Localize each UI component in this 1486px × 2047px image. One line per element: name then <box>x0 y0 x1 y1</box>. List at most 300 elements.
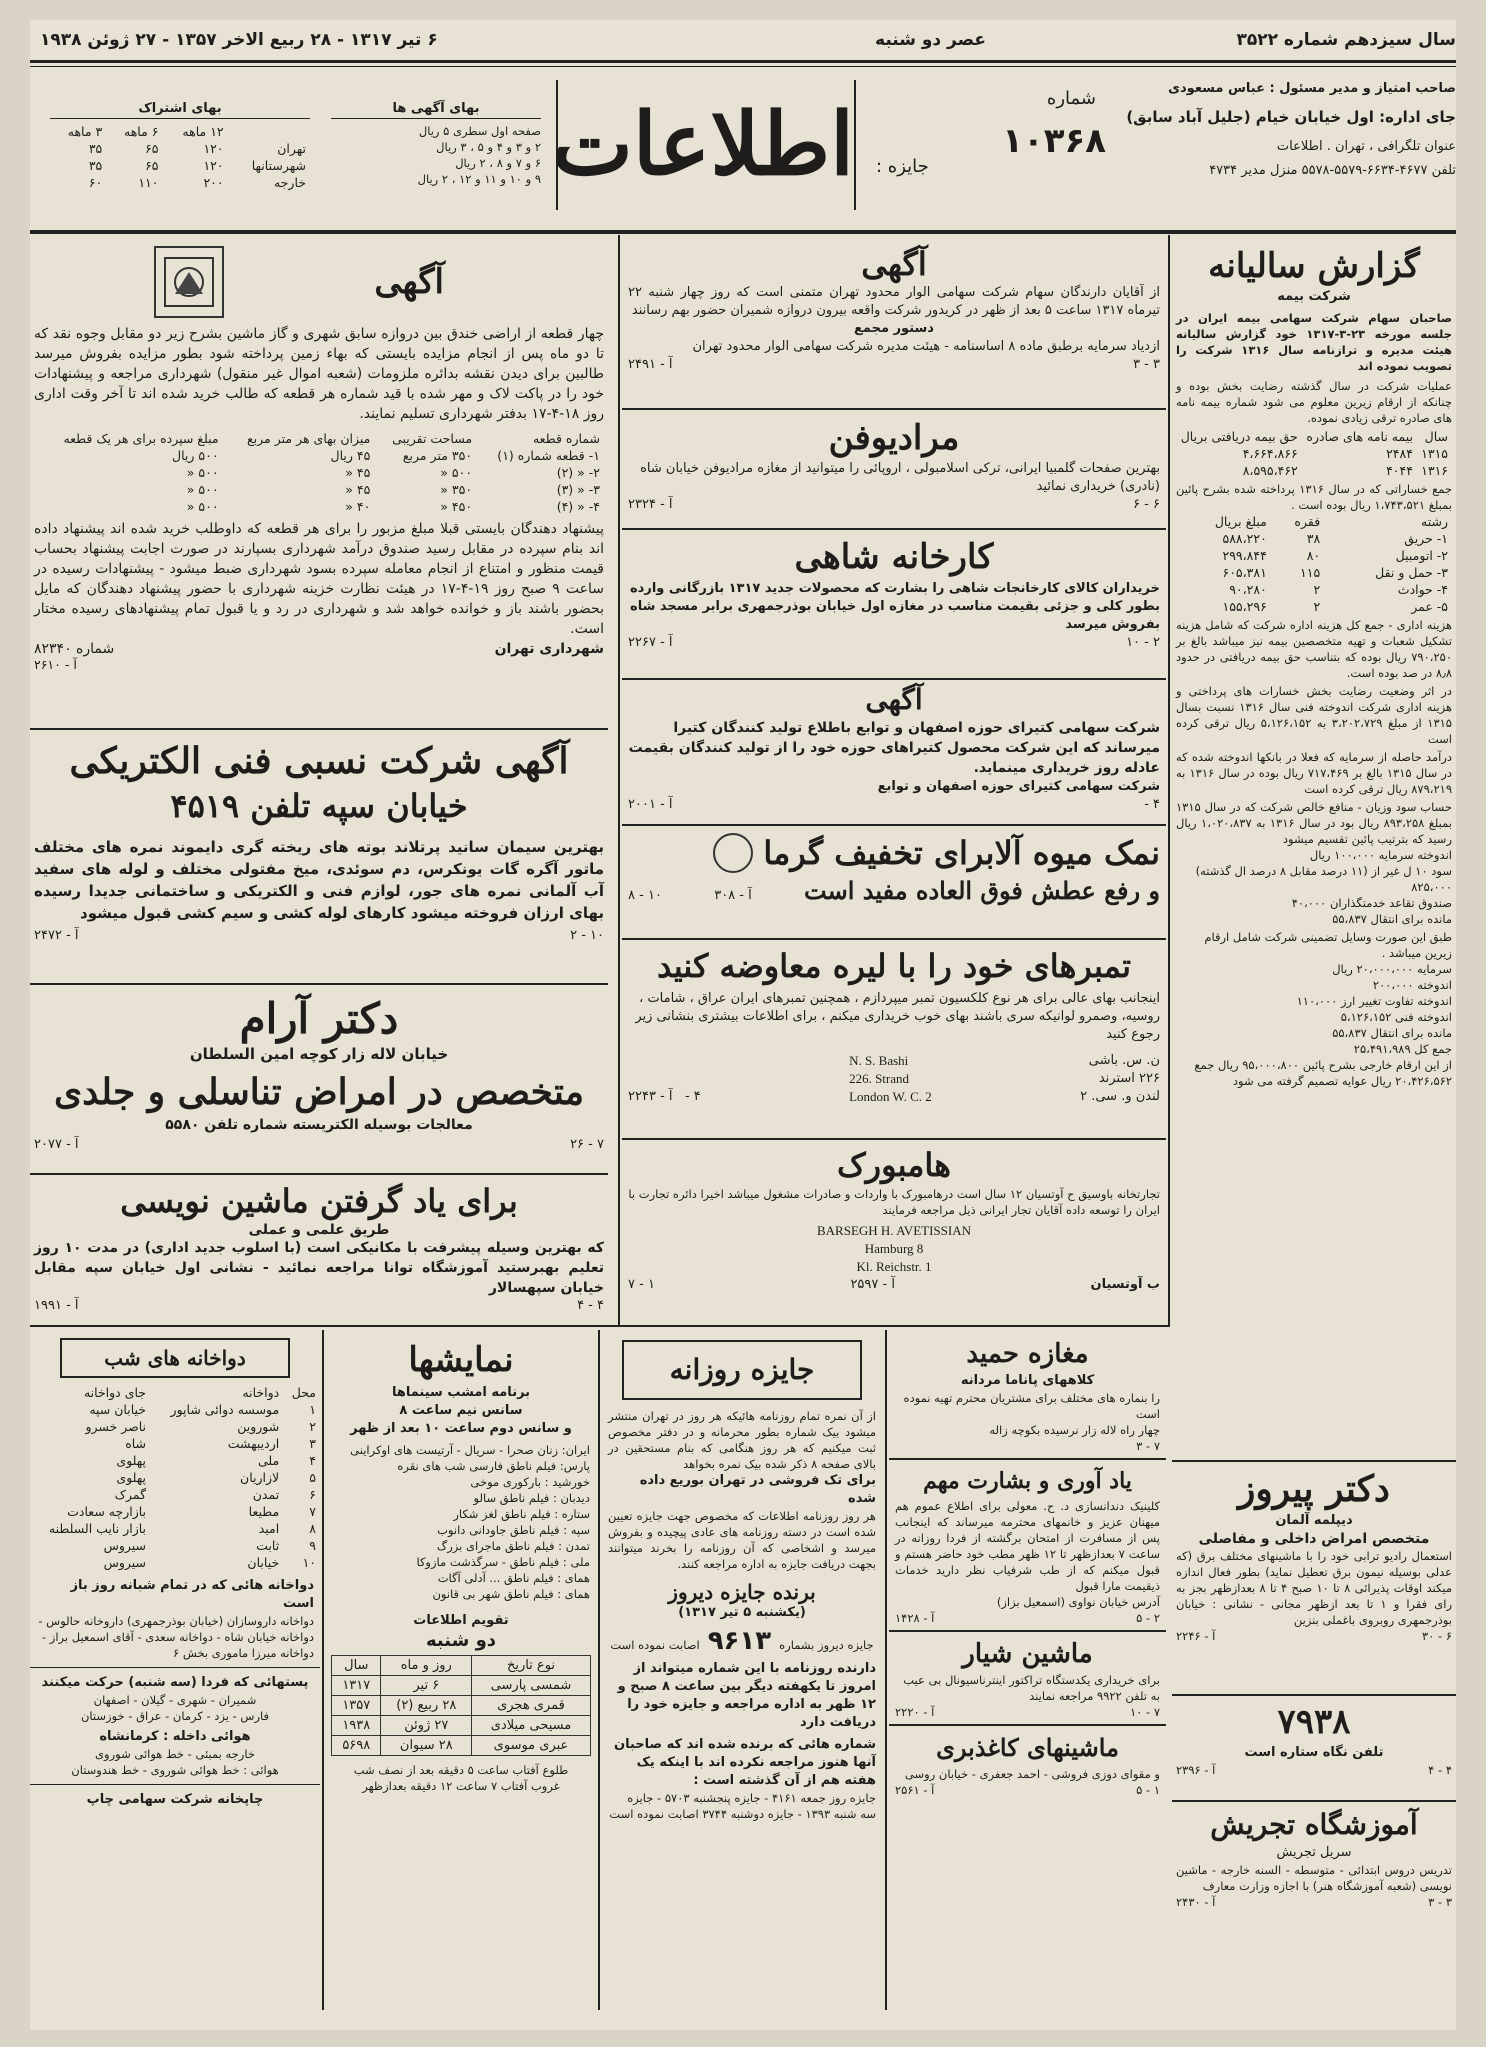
text-left-col-electric-subtitle: خیابان سپه تلفن ۴۵۱۹ <box>170 787 468 825</box>
text-bottom-memory-code2: ۲ - ۵ <box>1136 1611 1160 1625</box>
text-mid-col-stamps-addr-en-2: London W. C. 2 <box>849 1089 932 1104</box>
text-right-col-report-subtitle: شرکت بیمه <box>1277 289 1351 304</box>
text-left-col-municipal-rows-3-3: ۵۰۰ « <box>186 499 219 514</box>
text-right-col-report-table1-rows-0-1: ۲۴۸۴ <box>1386 446 1413 461</box>
text-masthead-ads-price-rows-3: ۹ و ۱۰ و ۱۱ و ۱۲ ، ۲ ریال <box>417 172 541 186</box>
text-bottom-prize-winner-title: برنده جایزه دیروز <box>668 1580 816 1604</box>
text-bottom-shows-items-2: خورشید : بارکوری موخی <box>470 1475 590 1489</box>
ads-price-box <box>331 100 541 187</box>
hamid-shop-ad <box>889 1332 1166 1458</box>
text-bottom-shows-cal-rows-3-1: ۲۸ سیوان <box>381 1736 472 1756</box>
text-right-col-pirooz-title: دیپلمه آلمان <box>1275 1513 1353 1528</box>
text-mid-col-hamburg-title: هامبورک <box>836 1146 952 1184</box>
text-bottom-memory-title: یاد آوری و بشارت مهم <box>923 1468 1132 1494</box>
text-right-col-pirooz-code2: ۶ - ۳۰ <box>1421 1629 1452 1643</box>
text-right-col-phone-code: آ - ۲۳۹۶ <box>1176 1763 1216 1777</box>
text-bottom-shows-line1: سانس نیم ساعت ۸ <box>399 1403 523 1418</box>
text-mid-col-isfahan-text: شرکت سهامی کتیرای حوزه اصفهان و توابع باطلاع تولید کنندگان کتیرا میرساند که این شرکت محصول کتیراهای حوزه خود را از تولید کنندگان بقیمت عادله روز خریداری مینماید. <box>628 720 1160 776</box>
text-right-col-report-table2-rows-0-2: ۵۸۸،۲۲۰ <box>1222 531 1267 546</box>
text-masthead-ads-price-title: بهای آگهی ها <box>331 100 541 119</box>
text-right-col-report-table2-rows-1-0: ۲- اتومبیل <box>1395 548 1448 563</box>
text-bottom-shiar-title: ماشین شیار <box>962 1639 1093 1669</box>
text-masthead-owner: صاحب امتیاز و مدیر مسئول : عباس مسعودی <box>1168 81 1456 96</box>
text-bottom-pharmacy-rows-6-1: مطیعا <box>248 1504 280 1519</box>
masthead-rule <box>30 230 1456 234</box>
text-right-col-report-table2-rows-3-0: ۴- حوادث <box>1397 582 1448 597</box>
text-masthead-subs-rows-2-3: ۶۰ <box>88 175 103 190</box>
text-bottom-prize-body: هر روز روزنامه اطلاعات که مخصوص جهت جایزه تعیین شده است در دسته روزنامه های عادی پیچیده و بفروش میرسد و اشخاصی که آن روزنامه را بخرند میتوانند بجهت دریافت جایزه به اداره مراجعه کنند. <box>608 1509 876 1571</box>
text-bottom-pharmacy-rows-3-0: ۴ <box>309 1453 316 1468</box>
text-bottom-pharmacy-rows-1-1: شوروین <box>237 1419 280 1434</box>
text-right-col-report-table1-rows-0-2: ۴،۶۶۴،۸۶۶ <box>1242 446 1298 461</box>
text-mid-col-notice1-code2: ۳ - ۳ <box>1133 357 1160 372</box>
text-right-col-report-alloc-3: مانده برای انتقال ۵۵،۸۳۷ <box>1332 912 1452 926</box>
text-bottom-memory-code: آ - ۱۴۲۸ <box>895 1611 935 1625</box>
text-bottom-prize-note: دارنده روزنامه با این شماره میتواند از امروز تا یکهفته دیگر بین ساعت ۸ صبح و ۱۲ ظهر به اداره مراجعه و جایزه خود را دریافت دارد <box>617 1661 876 1730</box>
text-bottom-pharmacy-header-1: دواخانه <box>242 1385 280 1400</box>
text-bottom-shows-cal-rows-0-2: ۱۳۱۷ <box>332 1676 381 1696</box>
text-bottom-hamid-title: مغازه حمید <box>966 1339 1089 1369</box>
text-mid-col-factory-text: خریداران کالای کارخانجات شاهی را بشارت که محصولات جدید ۱۳۱۷ بازرگانی وارده بطور کلی و جزئی بقیمت مناسب در مغازه اول خیابان بوذرجمهری برابر مسجد شاه بفروش میرسد <box>630 581 1160 632</box>
text-bottom-pharmacy-rows-0-1: موسسه دوائی شاپور <box>170 1402 280 1417</box>
text-bottom-pharmacy-rows-5-2: گمرک <box>114 1487 147 1502</box>
text-left-col-municipal-rows-0-0: ۱- قطعه شماره (۱) <box>497 448 600 463</box>
text-masthead-subs-rows-2-0: خارجه <box>273 175 306 190</box>
text-right-col-pirooz-name: دکتر پیروز <box>1238 1468 1390 1510</box>
text-right-col-report-table2-header-1: فقره <box>1294 514 1321 529</box>
text-left-col-doctor-note: معالجات بوسیله الکتریسته شماره تلفن ۵۵۸۰ <box>165 1117 473 1133</box>
text-right-col-school-title: آموزشگاه تجریش <box>1210 1808 1418 1841</box>
text-bottom-paper-code: آ - ۲۵۶۱ <box>895 1783 935 1797</box>
phone-ad <box>1176 1700 1452 1778</box>
printer-line: چاپخانه شرکت سهامی چاپ <box>86 1792 264 1807</box>
text-right-col-report-table1-rows-1-2: ۸،۵۹۵،۴۶۲ <box>1242 463 1298 478</box>
municipal-table <box>34 430 604 515</box>
text-bottom-shows-cal-rows-1-2: ۱۳۵۷ <box>332 1696 381 1716</box>
text-bottom-shows-items-6: تمدن : فیلم ناطق ماجرای بزرگ <box>436 1539 590 1553</box>
text-mid-col-hamburg-addr-1: Hamburg 8 <box>864 1241 924 1256</box>
text-bottom-pharmacy-air2: هوائی : خط هوائی شوروی - خط هندوستان <box>71 1763 279 1777</box>
tajrish-school-ad <box>1176 1806 1452 1910</box>
pharmacy-title: دواخانه های شب <box>60 1338 290 1378</box>
text-bottom-pharmacy-rows-4-2: پهلوی <box>116 1470 147 1485</box>
text-left-col-electric-title: آگهی شرکت نسبی فنی الکتریکی <box>69 740 569 782</box>
text-bottom-pharmacy-air-title: هوائی داخله : کرمانشاه <box>99 1729 251 1744</box>
text-bottom-shows-cal-header-1: روز و ماه <box>381 1656 472 1676</box>
municipal-title: آگهی <box>374 262 444 302</box>
text-mid-col-stamps-title: تمبرهای خود را با لیره معاوضه کنید <box>656 947 1132 985</box>
text-right-col-report-table2-rows-3-1: ۲ <box>1313 582 1321 597</box>
prize-block <box>602 1332 882 2022</box>
text-left-col-municipal-rows-1-2: ۴۵ « <box>345 465 371 480</box>
text-mid-col-salt-code: آ - ۳۰۸ <box>714 888 752 903</box>
text-right-col-phone-label: تلفن نگاه ستاره است <box>1244 1745 1384 1760</box>
right-column <box>1172 238 1456 2030</box>
text-bottom-pharmacy-rows-8-1: ثابت <box>256 1538 280 1553</box>
text-left-col-doctor-address: خیابان لاله زار کوچه امین السلطان <box>189 1045 449 1063</box>
text-right-col-report-alloc-0: اندوخته سرمایه ۱۰۰،۰۰۰ ریال <box>1309 848 1452 862</box>
text-left-col-municipal-rows-3-0: ۴- « (۴) <box>556 499 600 514</box>
text-masthead-ads-price-rows-1: ۲ و ۳ و ۴ و ۵ ، ۳ ریال <box>436 140 541 154</box>
text-masthead-telegram: عنوان تلگرافی ، تهران . اطلاعات <box>1276 139 1456 154</box>
text-right-col-report-p8: طبق این صورت وسایل تضمینی شرکت شامل ارقام زیرین میباشد . <box>1204 930 1452 960</box>
text-bottom-shows-items-1: پارس: فیلم ناطق فارسی شب های نقره <box>397 1459 590 1473</box>
text-mid-col-hamburg-code: آ - ۲۵۹۷ <box>850 1277 895 1292</box>
hamburg-ad <box>628 1144 1160 1294</box>
text-left-col-municipal-note: پیشنهاد دهندگان بایستی قبلا مبلغ مزبور را برای هر قطعه که داوطلب خرید شده اند پیشنهاد داده اند بنام سپرده در مقابل رسید صندوق درآمد شهرداری بسپارند در صورت اجابت پیشنهاد بحساب قیمت منظور و امتناع از انجام معامله سپرده بسود شهرداری ضبط میشود - پیشنهادات رسیده در ساعت ۹ صبح روز ۱۹-۴-۱۷ در هیئت نظارت خزینه شهرداری با حضور پیشنهاد دهندگان که مایل بحضور باشند باز و خوانده خواهد شد و شهرداری در رد و یا قبول تمام پیشنهادهای رسیده مختار است. <box>34 521 605 637</box>
text-masthead-subs-rows-2-2: ۱۱۰ <box>138 175 159 190</box>
text-masthead-subs-rows-0-3: ۳۵ <box>88 141 103 156</box>
text-bottom-shows-cal-day: دو شنبه <box>425 1630 496 1651</box>
text-mid-col-isfahan-code2: ۴ - <box>1144 797 1160 812</box>
text-left-col-doctor-specialty: متخصص در امراض تناسلی و جلدی <box>53 1071 585 1113</box>
text-bottom-hamid-addr: چهار راه لاله زار نرسیده بکوچه زاله <box>989 1423 1160 1437</box>
text-mid-col-hamburg-text: تجارتخانه باوسیق ح آوتسیان ۱۲ سال است درهامبورک با واردات و صادرات مشغول میباشد اخیرا دائره تجارت با ایران را توسعه داده آقایان تجار ایرانی ذیل مراجعه فرمایند <box>628 1187 1160 1217</box>
date-line: ۶ تیر ۱۳۱۷ - ۲۸ ربیع الاخر ۱۳۵۷ - ۲۷ ژوئن ۱۹۳۸ <box>40 30 438 50</box>
text-right-col-report-table1-rows-1-0: ۱۳۱۶ <box>1421 463 1448 478</box>
text-right-col-report-table2-rows-2-2: ۶۰۵،۳۸۱ <box>1222 565 1267 580</box>
text-bottom-pharmacy-rows-8-2: سیروس <box>103 1538 147 1553</box>
text-bottom-prize-winner-date: (یکشنبه ۵ تیر ۱۳۱۷) <box>678 1605 806 1620</box>
text-right-col-report-table1-header-0: سال <box>1424 429 1448 444</box>
text-bottom-paper-text: و مقوای دوزی فروشی - احمد جعفری - خیابان روسی <box>904 1767 1160 1781</box>
text-right-col-pirooz-specialty: متخصص امراض داخلی و مفاصلی <box>1198 1531 1430 1547</box>
doctor-aram-ad <box>34 993 604 1152</box>
text-bottom-shows-items-9: همای : فیلم ناطق شهر بی قانون <box>432 1587 590 1601</box>
text-right-col-report-p6: درآمد حاصله از سرمایه که فعلا در بانکها اندوخته شده که در سال ۱۳۱۵ بالغ بر ۷۱۷،۴۶۹ ریال بوده در سال ۱۳۱۶ به ۸۷۹،۲۱۹ ریال ترقی کرده است <box>1176 750 1452 796</box>
text-masthead-subs-rows-1-3: ۳۵ <box>88 158 103 173</box>
text-mid-col-stamps-addr-fa-0: ن. س. باشی <box>1088 1053 1160 1068</box>
text-left-col-municipal-rows-2-1: ۳۵۰ « <box>440 482 473 497</box>
text-right-col-report-intro: صاحبان سهام شرکت سهامی بیمه ایران در جلسه مورخه ۲۳-۳-۱۳۱۷ خود گزارش سالیانه هیئت مدیره و ترازنامه سال ۱۳۱۶ شرکت را تصویب نموده اند <box>1176 311 1452 373</box>
text-bottom-prize-winner-after: اصابت نموده است <box>610 1638 700 1652</box>
text-right-col-school-subtitle: سریل تجریش <box>1276 1845 1352 1860</box>
text-mid-col-radiophone-code: آ - ۲۳۲۴ <box>628 497 673 512</box>
text-bottom-shows-cal-title: تقویم اطلاعات <box>413 1613 509 1628</box>
text-mid-col-stamps-addr-en-0: N. S. Bashi <box>849 1053 909 1068</box>
text-left-col-municipal-header-3: مبلغ سپرده برای هر یک قطعه <box>63 431 219 446</box>
text-right-col-report-p9: از این ارقام خارجی بشرح پائین ۹۵،۰۰۰،۸۰۰ ریال جمع ۲۰،۴۲۶،۵۶۲ ریال عوایه تصمیم گرفته می شود <box>1194 1058 1452 1088</box>
doctor-pirooz-ad <box>1176 1466 1452 1644</box>
text-bottom-shows-cal-rows-2-0: مسیحی میلادی <box>472 1716 590 1736</box>
text-masthead-office: جای اداره: اول خیابان خیام (جلیل آباد سابق) <box>1126 108 1456 126</box>
isfahan-notice <box>628 682 1160 814</box>
text-left-col-municipal-text: چهار قطعه از اراضی خندق بین دروازه سابق شهری و گاز ماشین بشرح زیر دو مقابل وجوه نقد که تا دو ماه پس از انجام مزایده بایستی که بهاء زمین پرداخته شود بطور مزایده بفروش میرسد طالبین برای دیدن نقشه بدائره ملزومات (شعبه اموال غیر منقول) شهرداری مراجعه و پیشنهادات خود را در پاکت لاک و مهر شده با قید شماره هر قطعه که طالب خرید شده اند تا آخر وقت اداری روز ۱۸-۴-۱۷ بدفتر شهرداری تسلیم نمایند. <box>34 326 604 422</box>
text-right-col-report-capital-5: جمع کل ۲۵،۴۹۱،۹۸۹ <box>1353 1042 1452 1056</box>
text-mid-col-notice1-title: آگهی <box>861 245 927 283</box>
text-left-col-municipal-rows-1-3: ۵۰۰ « <box>186 465 219 480</box>
text-bottom-pharmacy-rows-8-0: ۹ <box>309 1538 316 1553</box>
text-mid-col-hamburg-code2: ۱ - ۷ <box>628 1277 655 1292</box>
text-mid-col-factory-title: کارخانه شاهی <box>794 537 994 577</box>
text-right-col-pirooz-code: آ - ۲۲۴۶ <box>1176 1629 1216 1643</box>
text-left-col-doctor-code: آ - ۲۰۷۷ <box>34 1137 79 1152</box>
text-bottom-prize-title: جایزه روزانه <box>622 1340 862 1400</box>
text-bottom-pharmacy-rows-0-2: خیابان سپه <box>89 1402 147 1417</box>
text-bottom-pharmacy-rows-7-0: ۸ <box>309 1521 316 1536</box>
text-bottom-shows-cal-header-2: سال <box>332 1656 381 1676</box>
text-right-col-report-table2-rows-4-0: ۵- عمر <box>1411 599 1448 614</box>
dental-ad <box>889 1460 1166 1630</box>
text-bottom-pharmacy-rows-9-1: خیابان <box>247 1555 280 1570</box>
text-right-col-report-capital-4: مانده برای انتقال ۵۵،۸۳۷ <box>1332 1026 1452 1040</box>
text-right-col-report-table2-header-2: مبلغ بریال <box>1214 514 1267 529</box>
day-line: عصر دو شنبه <box>875 30 986 50</box>
text-masthead-ads-price-rows-0: صفحه اول سطری ۵ ریال <box>418 124 541 138</box>
text-left-col-typing-text: که بهترین وسیله پیشرفت با مکانیکی است (با اسلوب جدید اداری) در مدت ۱۰ روز تعلیم بهبرستید آموزشگاه توانا مراجعه نمائید - نشانی اول خیابان سپه مقابل خیابان سپهسالار <box>34 1240 604 1296</box>
text-mid-col-stamps-code: آ - ۲۲۴۳ <box>628 1089 673 1104</box>
text-bottom-pharmacy-rows-1-2: ناصر خسرو <box>85 1419 147 1434</box>
text-bottom-pharmacy-rows-6-0: ۷ <box>309 1504 316 1519</box>
text-left-col-typing-code: آ - ۱۹۹۱ <box>34 1298 79 1313</box>
text-bottom-pharmacy-rows-4-1: لازاریان <box>240 1470 280 1485</box>
text-bottom-pharmacy-rows-4-0: ۵ <box>309 1470 316 1485</box>
text-mid-col-isfahan-sign: شرکت سهامی کتیرای حوزه اصفهان و توابع <box>877 779 1160 794</box>
text-mid-col-notice1-agenda-title: دستور مجمع <box>854 321 934 336</box>
text-masthead-subs-rows-0-2: ۶۵ <box>145 141 159 156</box>
text-bottom-pharmacy-mail-1: فارس - یزد - کرمان - عراق - خوزستان <box>80 1709 269 1723</box>
text-bottom-shows-cal-rows-3-0: عبری موسوی <box>472 1736 590 1756</box>
text-bottom-prize-winner-label: جایزه دیروز بشماره <box>779 1638 874 1652</box>
text-right-col-report-table2-rows-0-1: ۳۸ <box>1306 531 1321 546</box>
text-left-col-municipal-header-0: شماره قطعه <box>532 431 600 446</box>
text-left-col-electric-code: آ - ۲۴۷۲ <box>34 928 79 943</box>
text-bottom-shows-subtitle: برنامه امشب سینماها <box>391 1385 531 1400</box>
left-column <box>30 238 608 1323</box>
misc-ads-block <box>889 1332 1166 2022</box>
lumber-notice <box>628 244 1160 374</box>
text-bottom-hamid-text: را بنماره های مختلف برای مشتریان محترم تهیه نموده است <box>903 1391 1160 1421</box>
text-mid-col-notice1-text: از آقایان دارندگان سهام شرکت سهامی الوار محدود تهران متمنی است که روز چهار شنبه ۲۲ تیرماه ۱۳۱۷ ساعت ۵ بعد از ظهر در کریدور شرکت واقعه بیرون دروازه شمیران حضور بهم رسانند <box>628 285 1160 318</box>
text-bottom-pharmacy-rows-2-1: اردیبهشت <box>227 1436 280 1451</box>
text-mid-col-notice1-agenda: ازدیاد سرمایه برطبق ماده ۸ اساسنامه - هیئت مدیره شرکت سهامی الوار محدود تهران <box>692 339 1160 354</box>
text-bottom-shiar-code2: ۷ - ۱۰ <box>1129 1705 1160 1719</box>
text-bottom-shows-sun-set: غروب آفتاب ۷ ساعت ۱۲ دقیقه بعدازظهر <box>362 1779 560 1793</box>
text-right-col-report-table2-rows-3-2: ۹۰،۲۸۰ <box>1229 582 1267 597</box>
text-bottom-paper-title: ماشینهای کاغذبری <box>936 1733 1119 1762</box>
text-bottom-pharmacy-air: خارجه بمبئی - خط هوائی شوروی <box>95 1747 255 1761</box>
text-masthead-prize-label: جایزه : <box>876 156 929 177</box>
text-right-col-report-table2-rows-4-2: ۱۵۵،۲۹۶ <box>1222 599 1267 614</box>
shows-block <box>326 1332 596 2022</box>
text-right-col-report-table1-header-2: حق بیمه دریافتی بریال <box>1180 429 1298 444</box>
text-bottom-shows-items-0: ایران: زنان صحرا - سریال - آرتیست های اوکراینی <box>350 1443 590 1457</box>
text-mid-col-stamps-text: اینجانب بهای عالی برای هر نوع کلکسیون تمبر میپردازم ، همچنین تمبرهای ایران عراق ، شامات ، روسیه، وصمرو لوانیکه سری باشند بهای خوب خریداری میکنم ، برای اطلاعات بیشتری بنشانی زیر رجوع کنید <box>635 991 1160 1042</box>
text-bottom-pharmacy-mail-title: پستهائی که فردا (سه شنبه) حرکت میکنند <box>41 1675 309 1690</box>
text-mid-col-stamps-addr-en-1: 226. Strand <box>849 1071 910 1086</box>
text-bottom-shows-cal-rows-2-1: ۲۷ ژوئن <box>381 1716 472 1736</box>
text-mid-col-factory-code2: ۲ - ۱۰ <box>1126 635 1160 650</box>
text-bottom-shows-cal-rows-3-2: ۵۶۹۸ <box>332 1736 381 1756</box>
text-bottom-memory-text: کلینیک دندانسازی د. ح. معولی برای اطلاع عموم هم میهنان عزیز و خانمهای محترمه میرساند که اینجانب پس از مسافرت از امتحان برگشته از فردا روزانه در ساعت ۷ بعدازظهر تا ۱۲ ظهر مطب خود حاضر هستم و قبول میکنم که از طب شرفیاب نظر دارید خدمات ذیقیمت مارا قبول <box>895 1499 1161 1593</box>
emblem-icon <box>154 246 224 318</box>
text-left-col-municipal-rows-0-2: ۴۵ ریال <box>330 448 371 463</box>
text-mid-col-factory-code: آ - ۲۲۶۷ <box>628 635 673 650</box>
text-bottom-hamid-code2: ۷ - ۳ <box>1136 1439 1160 1453</box>
text-right-col-report-table2-rows-2-1: ۱۱۵ <box>1300 565 1321 580</box>
text-right-col-report-table1-rows-1-1: ۴۰۴۴ <box>1386 463 1413 478</box>
text-mid-col-stamps-code2: ۴ - <box>684 1089 701 1104</box>
text-mid-col-radiophone-title: مرادیوفن <box>828 418 960 458</box>
owner-info <box>1126 80 1456 180</box>
text-left-col-municipal-rows-2-2: ۴۵ « <box>345 482 371 497</box>
typing-ad <box>34 1180 604 1313</box>
text-bottom-shiar-text: برای خریداری یکدستگاه تراکتور اینترناسیونال بی عیب به تلفن ۹۹۲۲ مراجعه نمایند <box>903 1673 1160 1703</box>
text-right-col-report-p4: هزینه اداری - جمع کل هزینه اداره شرکت که شامل هزینه تشکیل شعبات و تهیه متخصصین بیمه نیز میباشد بالغ بر ۷۹۰،۲۵۰ ریال بوده که بتناسب حق بیمه دریافتی در حدود ۸٫۸ در صد بوده است. <box>1176 618 1452 680</box>
text-masthead-subs-rows-0-1: ۱۲۰ <box>203 141 224 156</box>
text-right-col-report-table2-rows-1-1: ۸۰ <box>1306 548 1321 563</box>
text-bottom-shows-sun-rise: طلوع آفتاب ساعت ۵ دقیقه بعد از نصف شب <box>353 1763 569 1777</box>
text-bottom-pharmacy-rows-6-2: بازارچه سعادت <box>67 1504 147 1519</box>
text-left-col-doctor-code2: ۷ - ۲۶ <box>570 1137 604 1152</box>
text-bottom-pharmacy-rows-5-1: تمدن <box>252 1487 280 1502</box>
text-bottom-pharmacy-rows-9-2: سیروس <box>103 1555 147 1570</box>
text-mid-col-isfahan-code: آ - ۲۰۰۱ <box>628 797 673 812</box>
text-masthead-subs-header-3: ۳ ماهه <box>67 124 103 139</box>
text-bottom-shows-cal-rows-1-0: قمری هجری <box>472 1696 590 1716</box>
shahi-factory-ad <box>628 534 1160 652</box>
text-mid-col-radiophone-code2: ۶ - ۶ <box>1133 497 1160 512</box>
text-bottom-pharmacy-rows-5-0: ۶ <box>309 1487 316 1502</box>
text-left-col-municipal-rows-0-3: ۵۰۰ ریال <box>172 448 219 463</box>
text-mid-col-stamps-addr-fa-2: لندن و. سی. ۲ <box>1080 1089 1160 1104</box>
text-bottom-paper-code2: ۱ - ۵ <box>1136 1783 1160 1797</box>
text-left-col-municipal-code: آ - ۲۶۱۰ <box>34 657 77 672</box>
text-right-col-report-title: گزارش سالیانه <box>1208 246 1420 286</box>
text-left-col-municipal-rows-1-1: ۵۰۰ « <box>440 465 473 480</box>
text-masthead-subs-rows-1-1: ۱۲۰ <box>203 158 224 173</box>
pharmacy-block <box>30 1332 320 2022</box>
text-right-col-report-p7: حساب سود وزیان - منافع خالص شرکت که در سال ۱۳۱۵ بمبلغ ۸۹۳،۲۵۸ ریال بود در سال ۱۳۱۶ به ۱،۰۲۰،۸۳۷ ریال رسید که بترتیب پائین تقسیم میشود <box>1176 800 1452 846</box>
text-bottom-pharmacy-rows-2-2: شاه <box>125 1436 147 1451</box>
text-right-col-report-p3: جمع خساراتی که در سال ۱۳۱۶ پرداخته شده بشرح پائین بمبلغ ۱،۷۴۳،۵۲۱ ریال بوده است . <box>1176 482 1452 512</box>
text-left-col-municipal-rows-3-1: ۴۵۰ « <box>440 499 473 514</box>
text-mid-col-hamburg-addr-0: BARSEGH H. AVETISSIAN <box>817 1223 971 1238</box>
text-bottom-shows-cal-rows-0-0: شمسی پارسی <box>472 1676 590 1696</box>
text-left-col-municipal-rows-2-0: ۳- « (۳) <box>556 482 600 497</box>
radiophone-ad <box>628 416 1160 514</box>
annual-report <box>1176 244 1452 1089</box>
text-right-col-report-table1-rows-0-0: ۱۳۱۵ <box>1421 446 1448 461</box>
text-mid-col-hamburg-sign: ب آوتسیان <box>1090 1277 1160 1292</box>
text-bottom-pharmacy-header-2: جای دواخانه <box>83 1385 147 1400</box>
text-left-col-typing-code2: ۴ - ۴ <box>577 1298 604 1313</box>
electric-ad <box>34 738 604 943</box>
text-bottom-shows-items-4: ستاره : فیلم ناطق لغز شکار <box>453 1507 590 1521</box>
text-right-col-report-capital-3: اندوخته فنی ۵،۱۲۶،۱۵۲ <box>1340 1010 1452 1024</box>
text-bottom-shows-cal-rows-1-1: ۲۸ ربیع (۲) <box>381 1696 472 1716</box>
text-left-col-municipal-num: شماره ۸۲۳۴۰ <box>34 641 115 657</box>
issue-number-block <box>876 88 1106 177</box>
text-bottom-pharmacy-mail-0: شمیران - شهری - گیلان - اصفهان <box>93 1693 257 1707</box>
text-bottom-pharmacy-rows-2-0: ۳ <box>309 1436 316 1451</box>
text-left-col-typing-title: برای یاد گرفتن ماشین نویسی <box>120 1182 518 1220</box>
calendar-table <box>331 1655 590 1756</box>
text-bottom-prize-unclaimed: شماره هائی که برنده شده اند که صاحبان آنها هنوز مراجعه نکرده اند با اینکه یک هفته هم از آن گذشته است : <box>614 1737 876 1788</box>
text-right-col-report-table2-rows-0-0: ۱- حریق <box>1404 531 1448 546</box>
text-bottom-shows-cal-rows-2-2: ۱۹۳۸ <box>332 1716 381 1736</box>
text-mid-col-salt-title: نمک میوه آلابرای تخفیف گرما <box>763 834 1160 872</box>
text-masthead-subs-header-0 <box>228 123 310 140</box>
text-left-col-municipal-rows-1-0: ۲- « (۲) <box>556 465 600 480</box>
text-masthead-subs-title: بهای اشتراک <box>50 100 310 119</box>
text-mid-col-radiophone-text: بهترین صفحات گلمبیا ایرانی، ترکی اسلامبولی ، اروپائی را میتوانید از مغازه مرادیوفن خیابان شاه (نادری) خریداری نمائید <box>640 461 1160 494</box>
text-bottom-memory-addr: آدرس خیابان نواوی (اسمعیل بزاز) <box>996 1595 1160 1609</box>
paper-cutter-ad <box>889 1726 1166 1802</box>
text-bottom-shows-items-7: ملی : فیلم ناطق - سرگذشت مازوکا <box>416 1555 590 1569</box>
text-left-col-municipal-rows-2-3: ۵۰۰ « <box>186 482 219 497</box>
text-left-col-municipal-rows-0-1: ۳۵۰ متر مربع <box>402 448 473 463</box>
seal-icon <box>713 833 753 873</box>
text-mid-col-isfahan-title: آگهی <box>865 683 923 716</box>
middle-column <box>622 238 1166 1323</box>
text-masthead-number-label: شماره <box>1046 88 1096 109</box>
top-rule <box>30 60 1456 63</box>
text-right-col-school-code2: ۳ - ۳ <box>1428 1895 1452 1909</box>
subscription-box <box>50 100 310 191</box>
text-right-col-report-p2: عملیات شرکت در سال گذشته رضایت بخش بوده و چنانکه از ارقام زیرین معلوم می شود شماره بیمه نامه های صادره ترقی زیادی نموده. <box>1176 379 1452 425</box>
municipal-notice <box>34 246 604 672</box>
text-masthead-subs-header-1: ۱۲ ماهه <box>182 124 224 139</box>
text-masthead-subs-rows-1-2: ۶۵ <box>145 158 159 173</box>
text-right-col-report-table1-header-1: بیمه نامه های صادره <box>1306 429 1413 444</box>
text-bottom-shows-cal-header-0: نوع تاریخ <box>472 1656 590 1676</box>
text-bottom-shows-cal-rows-0-1: ۶ تیر <box>381 1676 472 1696</box>
issue-line: سال سیزدهم شماره ۳۵۲۲ <box>1236 30 1456 50</box>
text-left-col-electric-text: بهترین سیمان سانید پرتلاند بوته های ریخته گری دایموند نمره های مختلف ماتور آگره گات یونکرس، دم سوئدی، میخ مفتولی مختلف و لوله های سفید آب آلمانی نمره های جور، لوازم فنی و الکتریکی و ساختمانی جدیدا رسیده بهای ارزان فروخته میشود کارهای لوله کشی و سیم کشی قبول میشود <box>34 838 604 922</box>
text-right-col-report-table2-rows-1-2: ۲۹۹،۸۴۴ <box>1222 548 1267 563</box>
text-bottom-shows-line2: و سانس دوم ساعت ۱۰ بعد از ظهر <box>350 1421 572 1436</box>
text-left-col-typing-subtitle: طریق علمی و عملی <box>248 1222 390 1238</box>
text-bottom-hamid-subtitle: کلاههای پاناما مردانه <box>960 1373 1095 1388</box>
text-masthead-subs-rows-1-0: شهرستانها <box>251 158 306 173</box>
text-left-col-municipal-rows-3-2: ۴۰ « <box>345 499 371 514</box>
text-right-col-school-text: تدریس دروس ابتدائی - متوسطه - السنه خارجه - ماشین نویسی (شعبه آموزشگاه هنر) با اجازه وزارت معارف <box>1176 1863 1452 1893</box>
text-bottom-shiar-code: آ - ۲۲۲۰ <box>895 1705 935 1719</box>
newspaper-logo: اطلاعات <box>556 80 856 210</box>
text-left-col-municipal-sign: شهرداری تهران <box>494 641 604 657</box>
text-bottom-pharmacy-rows-9-0: ۱۰ <box>302 1555 316 1570</box>
text-right-col-phone-number: ۷۹۳۸ <box>1277 1702 1351 1742</box>
text-bottom-pharmacy-rows-3-1: ملی <box>257 1453 280 1468</box>
text-left-col-municipal-header-2: میزان بهای هر متر مربع <box>247 431 371 446</box>
text-masthead-subs-rows-0-0: تهران <box>277 141 306 156</box>
text-bottom-pharmacy-note: دواخانه هائی که در تمام شبانه روز باز است <box>70 1578 314 1611</box>
text-right-col-report-table2-rows-4-1: ۲ <box>1313 599 1321 614</box>
text-bottom-prize-nums: جایزه روز جمعه ۴۱۶۱ - جایزه پنجشنبه ۵۷۰۳ - جایزه سه شنبه ۱۳۹۳ - جایزه دوشنبه ۳۷۴۴ اصابت نموده است <box>609 1791 876 1821</box>
text-right-col-report-table2-header-0: رشته <box>1421 514 1448 529</box>
text-mid-col-salt-code2: ۱۰ - ۸ <box>628 888 662 903</box>
text-bottom-prize-text: از آن نمره تمام روزنامه هائیکه هر روز در تهران منتشر میشود بیک شماره بطور محرمانه و در دفتر مخصوص ثبت میکنیم که هر روز هنگامی که بنام مستحقین در بالای صفحه ۸ ذکر شده بیک نمره بخواهد <box>608 1409 876 1471</box>
newspaper-page <box>30 20 1456 2030</box>
text-mid-col-hamburg-addr-2: Kl. Reichstr. 1 <box>856 1259 932 1274</box>
winner-number: ۹۶۱۳ <box>707 1626 772 1656</box>
text-bottom-pharmacy-rows-7-1: امید <box>258 1521 280 1536</box>
text-masthead-phones: تلفن ۴۶۷۷-۶۶۳۴-۵۵۷۹-۵۵۷۸ منزل مدیر ۴۷۳۴ <box>1209 163 1456 178</box>
text-right-col-report-table2-rows-2-0: ۳- حمل و نقل <box>1375 565 1448 580</box>
text-bottom-pharmacy-rows-7-2: بازار نایب السلطنه <box>48 1521 147 1536</box>
text-bottom-pharmacy-rows-0-0: ۱ <box>309 1402 316 1417</box>
text-mid-col-stamps-addr-fa-1: ۲۲۶ استرند <box>1098 1071 1160 1086</box>
text-bottom-pharmacy-header-0: محل <box>291 1385 316 1400</box>
issue-number: ۱۰۳۶۸ <box>1002 121 1106 161</box>
text-bottom-prize-bold: برای تک فروشی در تهران بوریع داده شده <box>639 1473 876 1506</box>
text-mid-col-salt-subtitle: و رفع عطش فوق العاده مفید است <box>804 876 1160 905</box>
text-masthead-subs-rows-2-1: ۲۰۰ <box>203 175 224 190</box>
tractor-ad <box>889 1632 1166 1724</box>
text-bottom-pharmacy-note-text: دواخانه داروسازان (خیابان بوذرجمهری) داروخانه حالوس - دواخانه خیابان شاه - دواخانه سعدی - آقای اسمعیل براز - دواخانه میرزا ماموری بخش ۶ <box>38 1614 314 1660</box>
text-right-col-phone-code2: ۴ - ۴ <box>1428 1763 1452 1777</box>
